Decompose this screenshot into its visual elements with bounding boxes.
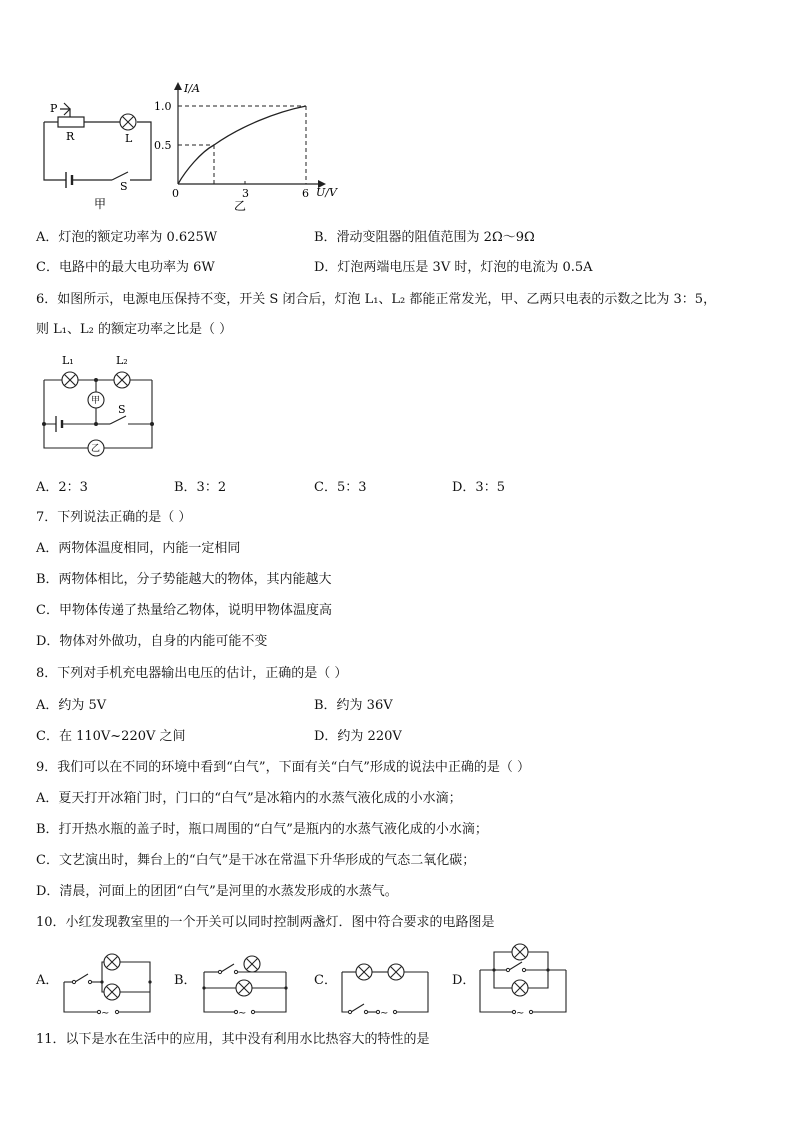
q5-caption-yi: 乙 [234,199,247,213]
x-tick-mid: 3 [242,187,249,200]
q6-circuit-diagram [36,350,166,460]
ac-source-icon: ∼ [238,1008,247,1019]
q5-caption-jia: 甲 [94,197,107,211]
q10-label-b: B． [174,973,197,988]
q8-stem: 8．下列对手机充电器输出电压的估计，正确的是（ ） [36,666,348,681]
lamp-icon [512,944,528,960]
q6-label-yi: 乙 [91,444,101,454]
q6-option-a: A．2：3 [36,480,88,495]
q6-label-l2: L₂ [116,354,128,367]
q5-option-b: B．滑动变阻器的阻值范围为 2Ω～9Ω [314,230,535,245]
q10-circuit-c [336,944,436,1022]
q11-stem: 11．以下是水在生活中的应用，其中没有利用水比热容大的特性的是 [36,1032,430,1047]
lamp-icon [104,954,120,970]
q5-label-s: S [120,180,128,193]
q7-stem: 7．下列说法正确的是（ ） [36,510,192,525]
q5-option-c: C．电路中的最大电功率为 6W [36,260,215,275]
y-tick-mid: 0.5 [154,139,172,152]
q8-option-c: C．在 110V~220V 之间 [36,729,186,744]
q5-label-p: P [50,102,58,115]
q7-option-a: A．两物体温度相同，内能一定相同 [36,541,241,556]
lamp-icon [114,372,130,388]
q8-option-a: A．约为 5V [36,698,107,713]
q10-circuit-d [474,940,574,1022]
q10-label-a: A． [36,973,59,988]
q6-label-jia: 甲 [91,396,101,406]
q9-option-a: A．夏天打开冰箱门时，门口的“白气”是冰箱内的水蒸气液化成的小水滴； [36,791,462,806]
q5-label-l: L [125,132,133,145]
q5-option-d: D．灯泡两端电压是 3V 时，灯泡的电流为 0.5A [314,260,593,275]
q10-label-d: D． [452,973,476,988]
q6-stem-line2: 则 L₁、L₂ 的额定功率之比是（ ） [36,322,233,337]
q5-option-a: A．灯泡的额定功率为 0.625W [36,230,218,245]
lamp-icon [120,114,136,130]
q5-figure [36,78,346,218]
y-tick-top: 1.0 [154,100,172,113]
lamp-icon [356,964,372,980]
q7-option-d: D．物体对外做功，自身的内能可能不变 [36,634,268,649]
q6-label-l1: L₁ [62,354,74,367]
q9-option-b: B．打开热水瓶的盖子时，瓶口周围的“白气”是瓶内的水蒸气液化成的小水滴； [36,822,488,837]
lamp-icon [236,980,252,996]
lamp-icon [104,984,120,1000]
q9-stem: 9．我们可以在不同的环境中看到“白气”，下面有关“白气”形成的说法中正确的是（ ） [36,760,530,775]
q6-option-d: D．3：5 [452,480,505,495]
y-axis-label: I/A [184,82,200,95]
q6-label-s: S [118,403,126,416]
origin-label: 0 [172,187,179,200]
lamp-icon [62,372,78,388]
ac-source-icon: ∼ [516,1008,525,1019]
q5-label-r: R [66,130,75,143]
q7-option-b: B．两物体相比，分子势能越大的物体，其内能越大 [36,572,332,587]
q10-circuit-a [58,944,158,1022]
q10-stem: 10．小红发现教室里的一个开关可以同时控制两盏灯．图中符合要求的电路图是 [36,915,495,930]
x-tick-end: 6 [302,187,309,200]
q6-option-b: B．3：2 [174,480,227,495]
ac-source-icon: ∼ [380,1008,389,1019]
q8-option-b: B．约为 36V [314,698,393,713]
x-axis-label: U/V [316,186,337,199]
q6-option-c: C．5：3 [314,480,367,495]
q8-option-d: D．约为 220V [314,729,402,744]
lamp-icon [512,980,528,996]
ac-source-icon: ∼ [101,1008,110,1019]
q5-circuit-diagram [44,103,151,188]
q6-stem-line1: 6．如图所示，电源电压保持不变，开关 S 闭合后，灯泡 L₁、L₂ 都能正常发光，甲、乙两只电表的示数之比为 3：5， [36,292,717,307]
q9-option-c: C．文艺演出时，舞台上的“白气”是干冰在常温下升华形成的气态二氧化碳； [36,853,476,868]
q10-label-c: C． [314,973,337,988]
q9-option-d: D．清晨，河面上的团团“白气”是河里的水蒸发形成的水蒸气。 [36,884,398,899]
lamp-icon [388,964,404,980]
q5-iu-graph [174,82,326,188]
q10-circuit-b [196,944,296,1022]
lamp-icon [244,956,260,972]
iu-curve [178,106,306,184]
q7-option-c: C．甲物体传递了热量给乙物体，说明甲物体温度高 [36,603,332,618]
